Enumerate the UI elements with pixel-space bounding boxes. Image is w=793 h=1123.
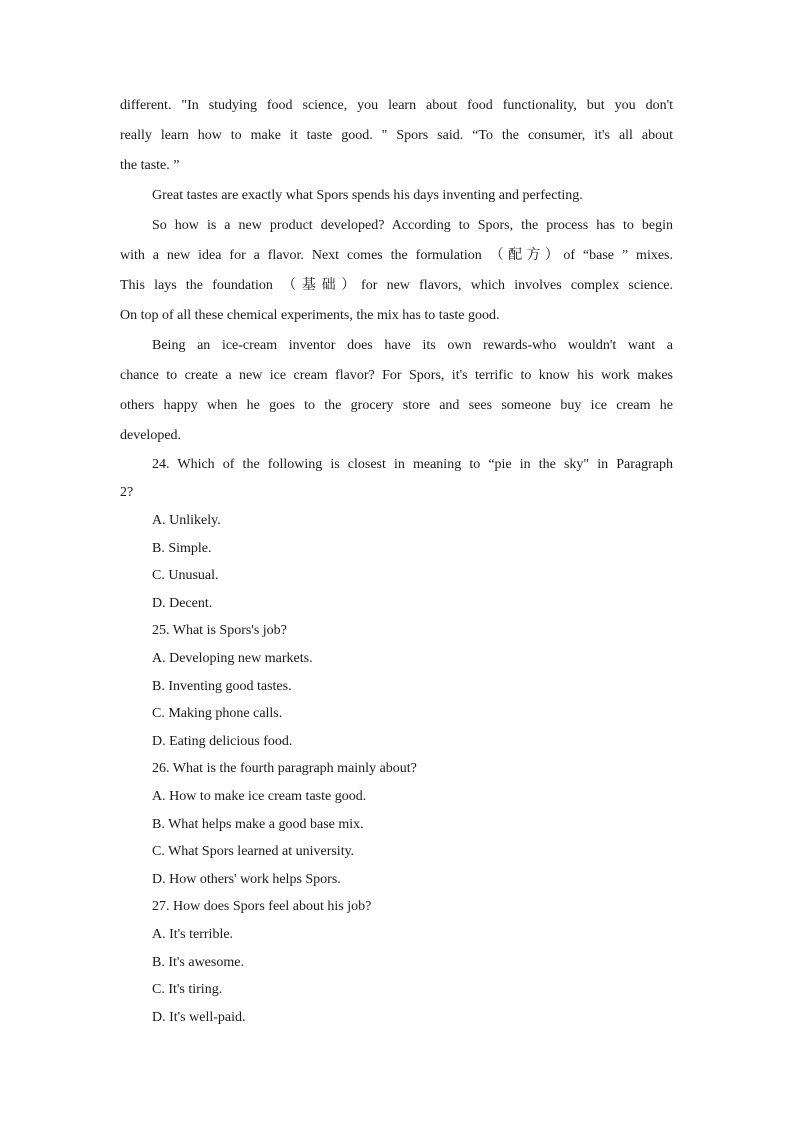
text-line: chance to create a new ice cream flavor? For Spors, it's terrific to know his work makes <box>120 368 673 383</box>
paragraph-2 <box>120 181 673 211</box>
question-stem: 2? <box>120 485 134 500</box>
answer-option: C. It's tiring. <box>152 982 223 998</box>
text-line: with a new idea for a flavor. Next comes the formulation （配方）of “base ” mixes. <box>120 248 673 263</box>
answer-option: D. Decent. <box>152 595 213 611</box>
text-line: Great tastes are exactly what Spors spends his days inventing and perfecting. <box>152 188 583 203</box>
answer-option: D. It's well-paid. <box>152 1009 246 1025</box>
question-26 <box>120 755 673 893</box>
text-line: This lays the foundation （基础）for new flavors, which involves complex science. <box>120 278 673 293</box>
answer-option: C. Making phone calls. <box>152 706 283 722</box>
answer-option: B. What helps make a good base mix. <box>152 816 364 832</box>
content-area <box>120 91 673 1031</box>
text-line: developed. <box>120 428 182 443</box>
paragraph-1 <box>120 91 673 181</box>
answer-option: B. It's awesome. <box>152 954 244 970</box>
question-stem: 25. What is Spors's job? <box>152 623 287 639</box>
text-line: Being an ice-cream inventor does have its own rewards-who wouldn't want a <box>152 338 673 353</box>
text-line: On top of all these chemical experiments, the mix has to taste good. <box>120 308 500 323</box>
answer-option: B. Simple. <box>152 540 212 556</box>
question-24 <box>120 451 673 617</box>
question-stem: 24. Which of the following is closest in meaning to “pie in the sky" in Paragraph <box>152 457 673 472</box>
question-stem: 26. What is the fourth paragraph mainly about? <box>152 761 417 777</box>
text-line: different. "In studying food science, you learn about food functionality, but you don't <box>120 98 673 113</box>
answer-option: B. Inventing good tastes. <box>152 678 292 694</box>
answer-option: C. What Spors learned at university. <box>152 844 355 860</box>
question-27 <box>120 893 673 1031</box>
question-stem: 27. How does Spors feel about his job? <box>152 899 372 915</box>
text-line: the taste. ” <box>120 158 180 173</box>
paragraph-3 <box>120 211 673 331</box>
answer-option: A. Unlikely. <box>152 513 221 528</box>
text-line: others happy when he goes to the grocery store and sees someone buy ice cream he <box>120 398 673 413</box>
answer-option: D. How others' work helps Spors. <box>152 871 341 887</box>
paragraph-4 <box>120 331 673 451</box>
answer-option: C. Unusual. <box>152 568 219 584</box>
answer-option: A. Developing new markets. <box>152 650 313 666</box>
text-line: really learn how to make it taste good. " Spors said. “To the consumer, it's all about <box>120 128 673 143</box>
answer-option: A. It's terrible. <box>152 926 234 942</box>
answer-option: A. How to make ice cream taste good. <box>152 788 367 804</box>
answer-option: D. Eating delicious food. <box>152 733 293 749</box>
question-25 <box>120 617 673 755</box>
text-line: So how is a new product developed? According to Spors, the process has to begin <box>152 218 673 233</box>
